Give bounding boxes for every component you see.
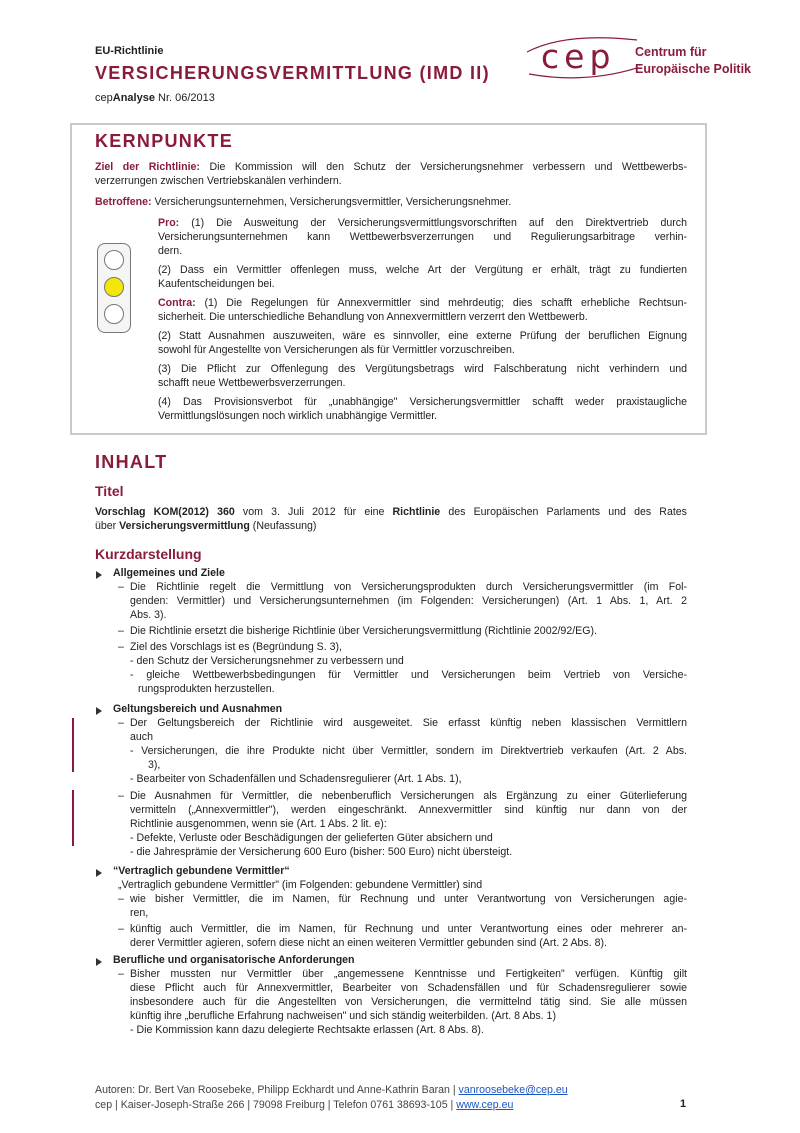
- page-number: 1: [680, 1098, 687, 1110]
- cep-logo: [525, 30, 640, 82]
- titel-heading: Titel: [95, 483, 124, 499]
- analysis-number: cepAnalyse Nr. 06/2013: [95, 92, 215, 104]
- bullet-triangle-icon: [96, 869, 102, 877]
- dash-icon: –: [118, 581, 124, 593]
- section-vertraglich: “Vertraglich gebundene Vermittler“: [113, 865, 290, 877]
- traffic-light-icon: [97, 243, 131, 333]
- footer-authors: Autoren: Dr. Bert Van Roosebeke, Philipp Eckhardt und Anne-Kathrin Baran | vanroosebeke@cep.eu: [95, 1084, 568, 1096]
- s3-intro: „Vertraglich gebundene Vermittler" (im Folgenden: gebundene Vermittler) sind: [118, 879, 483, 891]
- s3-item-1: wie bisher Vermittler, die im Namen, für Rechnung und unter Verantwortung von Versicherungen agie- ren,: [130, 893, 687, 919]
- brand-line-1: Centrum für: [635, 45, 707, 59]
- section-berufliche: Berufliche und organisatorische Anforderungen: [113, 954, 355, 966]
- brand-line-2: Europäische Politik: [635, 62, 752, 76]
- footer-address: cep | Kaiser-Joseph-Straße 266 | 79098 Freiburg | Telefon 0761 38693-105 | www.cep.eu: [95, 1099, 514, 1111]
- s4-item-1: Bisher mussten nur Vermittler über „angemessene Kenntnisse und Fertigkeiten" verfügen. Künftig gilt diese Pflicht auch für Annexvermittler, Bearbeiter von Schadensfällen und für Schadensregulierer sowie insbesondere auch für die Angestellten von Versicherungen, die vermittelnd tätig sind. Sie alle müssen künftig ihre „berufliche Erfahrung nachweisen" und sich ständig weiterbilden. (Art. 8 Abs. 1) - Die Kommission kann dazu delegierte Rechtsakte erlassen (Art. 8 Abs. 8).: [130, 968, 687, 1036]
- kernpunkte-heading: KERNPUNKTE: [95, 131, 234, 151]
- kurzdarstellung-heading: Kurzdarstellung: [95, 546, 202, 562]
- s1-item-3: Ziel des Vorschlags ist es (Begründung S. 3), - den Schutz der Versicherungsnehmer zu verbessern und - gleiche Wettbewerbsbedingungen für Vermittler und Versicherungen beim Vertrieb von Versiche- rungsprodukten herzustellen.: [130, 641, 687, 695]
- dash-icon: –: [118, 717, 124, 729]
- brand-name: [635, 44, 751, 78]
- bullet-triangle-icon: [96, 958, 102, 966]
- dash-icon: –: [118, 923, 124, 935]
- change-bar: [72, 790, 74, 846]
- logo-text: cep: [541, 37, 616, 76]
- inhalt-heading: INHALT: [95, 452, 168, 472]
- ziel-paragraph: Ziel der Richtlinie: Die Kommission will den Schutz der Versicherungsnehmer verbessern und Wettbewerbs- verzerrungen zwischen Vertriebskanälen verhindern.: [95, 161, 687, 187]
- dash-icon: –: [118, 968, 124, 980]
- dash-icon: –: [118, 790, 124, 802]
- betroffene-paragraph: Betroffene: Versicherungsunternehmen, Versicherungsvermittler, Versicherungsnehmer.: [95, 196, 512, 208]
- s1-item-2: Die Richtlinie ersetzt die bisherige Richtlinie über Versicherungsvermittlung (Richtlinie 2002/92/EG).: [130, 625, 597, 637]
- page-title: VERSICHERUNGSVERMITTLUNG (IMD II): [95, 63, 490, 83]
- change-bar: [72, 718, 74, 772]
- s2-item-2: Die Ausnahmen für Vermittler, die nebenberuflich Versicherungen als Ergänzung zu einer Güterlieferung vermitteln („Annexvermittler"), werden eingeschränkt. Annexvermittler sind künftig nur dann von der Richtlinie ausgenommen, wenn sie (Art. 1 Abs. 2 lit. e): - Defekte, Verluste oder Beschädigungen der gelieferten Güter absichern und - die Jahresprämie der Versicherung 600 Euro (bisher: 500 Euro) nicht übersteigt.: [130, 790, 687, 858]
- dash-icon: –: [118, 625, 124, 637]
- dash-icon: –: [118, 893, 124, 905]
- section-allgemeines: Allgemeines und Ziele: [113, 567, 225, 579]
- bullet-triangle-icon: [96, 707, 102, 715]
- author-email-link[interactable]: vanroosebeke@cep.eu: [458, 1084, 568, 1096]
- dash-icon: –: [118, 641, 124, 653]
- contra-paragraph: Contra: (1) Die Regelungen für Annexvermittler sind mehrdeutig; dies schafft erhebliche Rechtsun- sicherheit. Die unterschiedliche Behandlung von Annexvermittlern verzerrt den Wettbewerb. (2) Statt Ausnahmen auszuweiten, wäre es sinnvoller, eine externe Prüfung der beruflichen Eignung sowohl für Angestellte von Versicherungen als für Vermittler vorzuschreiben. (3) Die Pflicht zur Offenlegung des Vergütungsbetrags wird Falschberatung nicht verhindern und schafft neue Wettbewerbsverzerrungen. (4) Das Provisionsverbot für „unabhängige" Versicherungsvermittler schafft weder praxistaugliche Vermittlungslösungen noch wirklich unabhängige Vermittler.: [158, 297, 687, 422]
- bullet-triangle-icon: [96, 571, 102, 579]
- s3-item-2: künftig auch Vermittler, die im Namen, für Rechnung und unter Verantwortung eines oder mehrerer an- derer Vermittler agieren, sofern diese nicht an einen weiteren Vermittler gebunden sind (Art. 2 Abs. 8).: [130, 923, 687, 949]
- s1-item-1: Die Richtlinie regelt die Vermittlung von Versicherungsprodukten durch Versicherungsvermittler (im Fol- genden: Vermittler) und Versicherungsunternehmen (im Folgenden: Versicherungen) (Art. 1 Abs. 1, Art. 2 Abs. 3).: [130, 581, 687, 621]
- titel-paragraph: Vorschlag KOM(2012) 360 vom 3. Juli 2012 für eine Richtlinie des Europäischen Parlaments und des Rates über Versicherungsvermittlung (Neufassung): [95, 506, 687, 532]
- doc-type: EU-Richtlinie: [95, 45, 164, 57]
- pro-paragraph: Pro: (1) Die Ausweitung der Versicherungsvermittlungsvorschriften auf den Direktvertrieb durch Versicherungsunternehmen kann Wettbewerbsverzerrungen und Regulierungsarbitrage verhin- dern. (2) Dass ein Vermittler offenlegen muss, welche Art der Vergütung er erhält, trägt zu fundierten Kaufentscheidungen bei.: [158, 217, 687, 290]
- s2-item-1: Der Geltungsbereich der Richtlinie wird ausgeweitet. Sie erfasst künftig neben klassischen Vermittlern auch - Versicherungen, die ihre Produkte nicht über Vermittler, sondern im Direktvertrieb verkaufen (Art. 2 Abs. 3), - Bearbeiter von Schadenfällen und Schadensregulierer (Art. 1 Abs. 1),: [130, 717, 687, 785]
- website-link[interactable]: www.cep.eu: [456, 1099, 514, 1111]
- section-geltungsbereich: Geltungsbereich und Ausnahmen: [113, 703, 283, 715]
